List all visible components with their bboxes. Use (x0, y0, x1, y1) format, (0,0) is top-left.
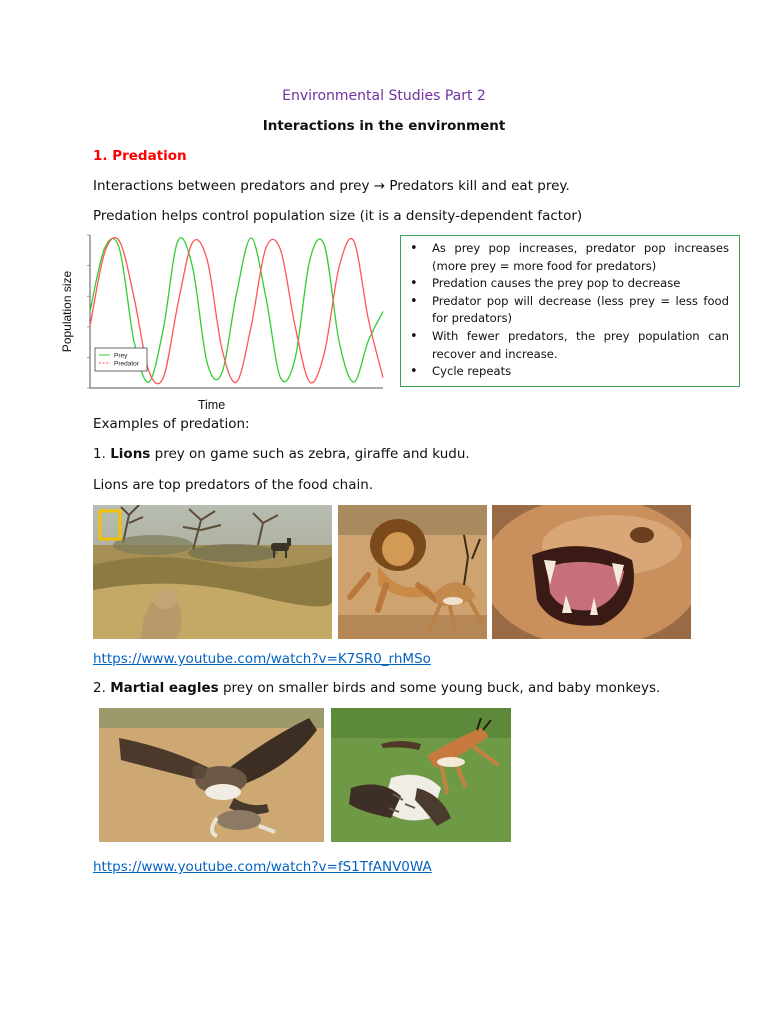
lions-name: Lions (110, 446, 151, 462)
x-axis-label: Time (197, 398, 226, 412)
legend-label-predator: Predator (114, 360, 139, 368)
bullet-item: • Cycle repeats (432, 363, 729, 381)
lion-gazelle-photo (338, 505, 487, 639)
eagle-flying-photo (99, 708, 324, 842)
paragraph-population-control: Predation helps control population size (it is a density-dependent factor) (93, 208, 583, 224)
youtube-link-lions[interactable]: https://www.youtube.com/watch?v=K7SR0_rhMSo (93, 651, 431, 667)
bullet-item: • As prey pop increases, predator pop increases (more prey = more food for predators) (432, 240, 729, 275)
bullet-item: • With fewer predators, the prey population can recover and increase. (432, 328, 729, 363)
bullet-list (401, 236, 739, 381)
paragraph-interactions: Interactions between predators and prey → Predators kill and eat prey. (93, 178, 570, 194)
lions-paragraph (93, 446, 470, 462)
predation-cycle-box (400, 235, 740, 387)
document-subtitle: Interactions in the environment (262, 118, 506, 134)
legend-label-prey: Prey (114, 352, 128, 360)
eagles-text: prey on smaller birds and some young buck, and baby monkeys. (218, 680, 661, 696)
eagles-paragraph (93, 680, 660, 696)
predator-prey-chart (55, 228, 390, 418)
examples-heading: Examples of predation: (93, 416, 250, 432)
lions-text: prey on game such as zebra, giraffe and kudu. (150, 446, 470, 462)
youtube-link-eagles[interactable]: https://www.youtube.com/watch?v=fS1TfANV0WA (93, 859, 432, 875)
bullet-item: • Predation causes the prey pop to decrease (432, 275, 729, 293)
section-heading-predation: 1. Predation (93, 148, 187, 164)
eagles-number: 2. (93, 680, 106, 696)
y-axis-label: Population size (60, 270, 74, 353)
chart-svg (55, 228, 390, 418)
document-title: Environmental Studies Part 2 (282, 88, 486, 104)
lion-savanna-photo (93, 505, 332, 639)
bullet-item: • Predator pop will decrease (less prey = less food for predators) (432, 293, 729, 328)
eagles-name: Martial eagles (110, 680, 219, 696)
eagle-antelope-photo (331, 708, 511, 842)
lions-top-predator-text: Lions are top predators of the food chain. (93, 477, 374, 493)
lions-number: 1. (93, 446, 106, 462)
legend-box (95, 348, 147, 371)
lion-roar-photo (492, 505, 691, 639)
